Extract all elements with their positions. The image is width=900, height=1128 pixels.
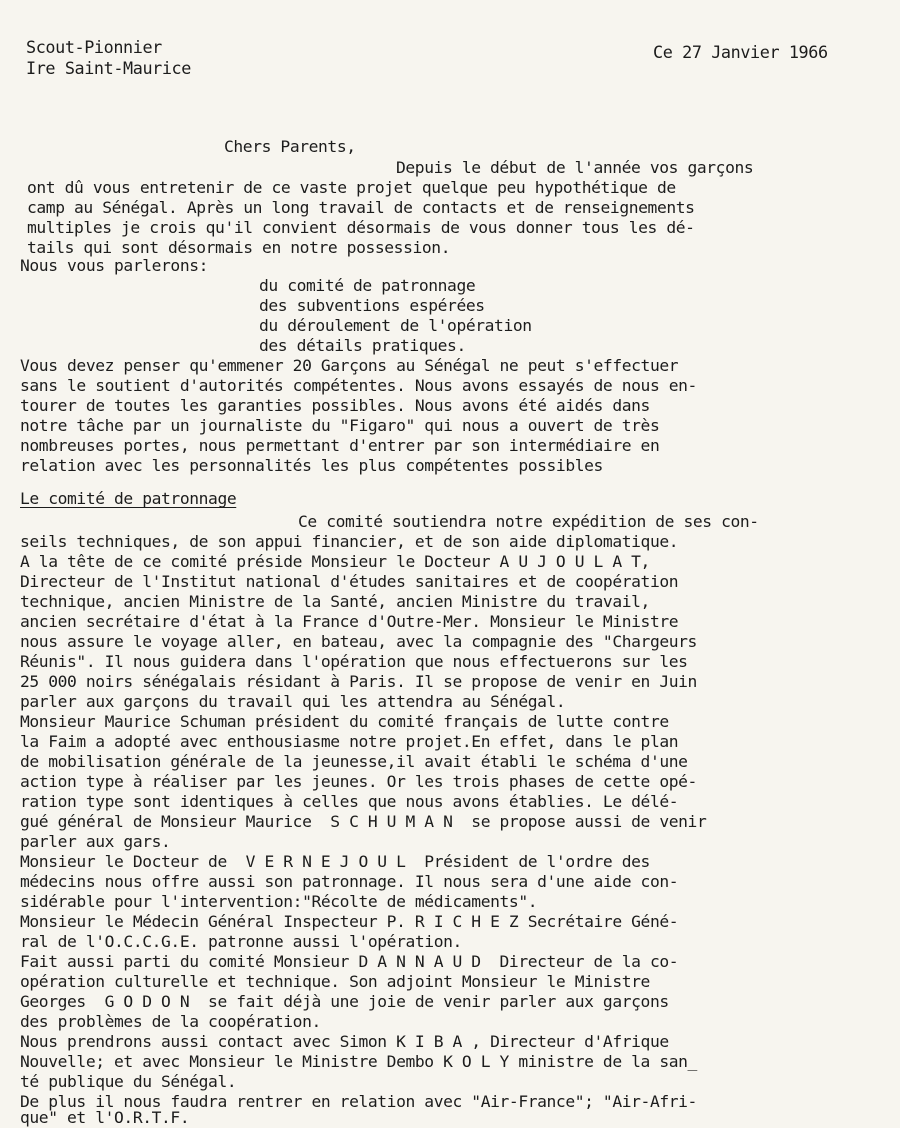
section-line: té publique du Sénégal. — [20, 1072, 237, 1091]
section-line: Georges G O D O N se fait déjà une joie de venir parler aux garçons — [20, 992, 669, 1011]
section-line: Monsieur le Docteur de V E R N E J O U L Président de l'ordre des — [20, 852, 650, 871]
section-line: Fait aussi parti du comité Monsieur D A N N A U D Directeur de la co- — [20, 952, 679, 971]
section-line: la Faim a adopté avec enthousiasme notre projet.En effet, dans le plan — [20, 732, 679, 751]
section-line: parler aux gars. — [20, 832, 171, 851]
section-line: nous assure le voyage aller, en bateau, avec la compagnie des "Chargeurs — [20, 632, 697, 651]
section-line: médecins nous offre aussi son patronnage. Il nous sera d'une aide con- — [20, 872, 679, 891]
section-line: Directeur de l'Institut national d'études sanitaires et de coopération — [20, 572, 679, 591]
section-line: gué général de Monsieur Maurice S C H U M A N se propose aussi de venir — [20, 812, 707, 831]
section-line: Monsieur le Médecin Général Inspecteur P. R I C H E Z Secrétaire Géné- — [20, 912, 679, 931]
intro-line: Depuis le début de l'année vos garçons — [396, 158, 754, 177]
topic-item: des subventions espérées — [259, 296, 485, 315]
paragraph-line: tourer de toutes les garanties possibles. Nous avons été aidés dans — [20, 396, 650, 415]
paragraph-line: relation avec les personnalités les plus compétentes possibles — [20, 456, 603, 475]
section-heading: Le comité de patronnage — [20, 489, 237, 508]
section-line: Nous prendrons aussi contact avec Simon K I B A , Directeur d'Afrique — [20, 1032, 669, 1051]
topic-item: du déroulement de l'opération — [259, 316, 532, 335]
paragraph-line: sans le soutient d'autorités compétentes. Nous avons essayés de nous en- — [20, 376, 697, 395]
paragraph-line: Vous devez penser qu'emmener 20 Garçons au Sénégal ne peut s'effectuer — [20, 356, 679, 375]
section-line: Monsieur Maurice Schuman président du comité français de lutte contre — [20, 712, 669, 731]
section-line: Nouvelle; et avec Monsieur le Ministre Dembo K O L Y ministre de la san_ — [20, 1052, 697, 1071]
paragraph-line: notre tâche par un journaliste du "Figaro" qui nous a ouvert de très — [20, 416, 660, 435]
salutation: Chers Parents, — [224, 137, 356, 156]
section-line: Ce comité soutiendra notre expédition de ses con- — [298, 512, 759, 531]
topic-item: des détails pratiques. — [259, 336, 466, 355]
section-line: Réunis". Il nous guidera dans l'opération que nous effectuerons sur les — [20, 652, 688, 671]
section-line: seils techniques, de son appui financier, et de son aide diplomatique. — [20, 532, 679, 551]
section-line: des problèmes de la coopération. — [20, 1012, 321, 1031]
topic-item: du comité de patronnage — [259, 276, 476, 295]
letter-date: Ce 27 Janvier 1966 — [653, 42, 828, 62]
section-line: A la tête de ce comité préside Monsieur le Docteur A U J O U L A T, — [20, 552, 650, 571]
intro-line: camp au Sénégal. Après un long travail de contacts et de renseignements — [27, 198, 695, 217]
intro-line: multiples je crois qu'il convient désormais de vous donner tous les dé- — [27, 218, 695, 237]
section-line: ration type sont identiques à celles que nous avons établies. Le délé- — [20, 792, 679, 811]
intro-line: tails qui sont désormais en notre possession. — [27, 238, 451, 257]
section-line: 25 000 noirs sénégalais résidant à Paris. Il se propose de venir en Juin — [20, 672, 697, 691]
org-branch: Ire Saint-Maurice — [26, 58, 191, 78]
section-line: opération culturelle et technique. Son adjoint Monsieur le Ministre — [20, 972, 650, 991]
org-name: Scout-Pionnier — [26, 37, 162, 57]
section-line: ancien secrétaire d'état à la France d'Outre-Mer. Monsieur le Ministre — [20, 612, 679, 631]
section-line: ral de l'O.C.C.G.E. patronne aussi l'opération. — [20, 932, 462, 951]
section-line: action type à réaliser par les jeunes. Or les trois phases de cette opé- — [20, 772, 697, 791]
section-line: de mobilisation générale de la jeunesse,il avait établi le schéma d'une — [20, 752, 688, 771]
section-line: technique, ancien Ministre de la Santé, ancien Ministre du travail, — [20, 592, 650, 611]
intro-line: Nous vous parlerons: — [20, 256, 209, 275]
section-line: que" et l'O.R.T.F. — [20, 1108, 190, 1127]
section-line: De plus il nous faudra rentrer en relation avec "Air-France"; "Air-Afri- — [20, 1092, 697, 1111]
section-line: parler aux garçons du travail qui les attendra au Sénégal. — [20, 692, 566, 711]
intro-line: ont dû vous entretenir de ce vaste projet quelque peu hypothétique de — [27, 178, 676, 197]
section-line: sidérable pour l'intervention:"Récolte de médicaments". — [20, 892, 538, 911]
paragraph-line: nombreuses portes, nous permettant d'entrer par son intermédiaire en — [20, 436, 660, 455]
